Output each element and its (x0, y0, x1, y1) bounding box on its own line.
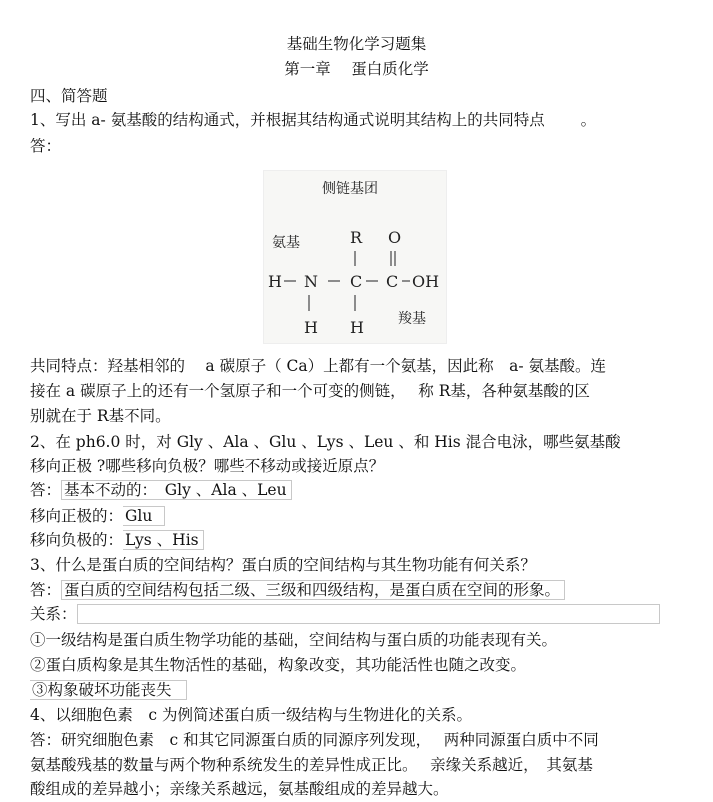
q2-answer-label: 答： (30, 481, 62, 499)
diagram-r-label: R (350, 228, 363, 247)
q3-item-3 (30, 680, 187, 700)
q1-feature-line-3: 别就在于 R基不同。 (30, 407, 171, 425)
q3-answer-row (30, 580, 565, 600)
q2-negative-row (30, 530, 204, 550)
q3-answer-text: 蛋白质的空间结构包括二级、三级和四级结构，是蛋白质在空间的形象。 (61, 580, 565, 600)
diagram-carboxyl-label: 羧基 (398, 311, 426, 327)
q1-answer-label: 答： (30, 137, 62, 155)
q2-positive-text: Glu (123, 506, 165, 526)
q2-answer-row (30, 480, 292, 500)
q3-relation-box (77, 604, 660, 624)
q4-answer-line-3: 酸组成的差异越小；亲缘关系越远，氨基酸组成的差异越大。 (30, 780, 449, 798)
q3-answer-label: 答： (30, 581, 62, 599)
diagram-amino-label: 氨基 (272, 235, 300, 251)
doc-title: 基础生物化学习题集 (286, 35, 427, 53)
diagram-n: N (304, 272, 318, 291)
q1-feature-line-1: 共同特点：羟基相邻的 a 碳原子（ Ca）上都有一个氨基，因此称 a- 氨基酸。连 (30, 357, 607, 375)
section-heading: 四、简答题 (30, 87, 108, 105)
amino-acid-structure-diagram (263, 170, 447, 344)
q3-relation-row (30, 604, 660, 624)
chapter-title: 第一章 蛋白质化学 (284, 60, 429, 78)
q3-item-2: ②蛋白质构象是其生物活性的基础，构象改变，其功能活性也随之改变。 (30, 656, 527, 674)
diagram-h-left: H (268, 272, 282, 291)
diagram-h-bottom-c: H (350, 318, 364, 337)
diagram-side-chain-label: 侧链基团 (322, 181, 378, 197)
q4-answer-line-1: 答：研究细胞色素 c 和其它同源蛋白质的同源序列发现， 两种同源蛋白质中不同 (30, 731, 599, 749)
q4-answer-line-2: 氨基酸残基的数量与两个物种系统发生的差异性成正比。 亲缘关系越近， 其氨基 (30, 756, 593, 774)
q2-question-line-2: 移向正极 ?哪些移向负极？哪些不移动或接近原点？ (30, 457, 385, 475)
diagram-h-bottom-n: H (304, 318, 318, 337)
q2-positive-row (30, 506, 165, 526)
diagram-c-alpha: C (350, 272, 363, 291)
q2-answer-text: 基本不动的： Gly 、Ala 、Leu (61, 480, 292, 500)
q1-question: 1、写出 a- 氨基酸的结构通式，并根据其结构通式说明其结构上的共同特点 。 (30, 111, 597, 129)
q3-question: 3、什么是蛋白质的空间结构？蛋白质的空间结构与其生物功能有何关系？ (30, 556, 536, 574)
q2-question-line-1: 2、在 ph6.0 时，对 Gly 、Ala 、Glu 、Lys 、Leu 、和 His 混合电泳，哪些氨基酸 (30, 433, 621, 451)
q4-question: 4、以细胞色素 c 为例简述蛋白质一级结构与生物进化的关系。 (30, 706, 472, 724)
diagram-c-carboxyl: C (386, 272, 399, 291)
diagram-oh: OH (412, 272, 440, 291)
q3-item-1: ①一级结构是蛋白质生物学功能的基础，空间结构与蛋白质的功能表现有关。 (30, 631, 558, 649)
q2-positive-label: 移向正极的： (30, 507, 124, 525)
q3-item-3-text: ③构象破坏功能丧失 (30, 680, 187, 700)
q2-negative-text: Lys 、His (123, 530, 204, 550)
q1-feature-line-2: 接在 a 碳原子上的还有一个氢原子和一个可变的侧链， 称 R基，各种氨基酸的区 (30, 382, 590, 400)
diagram-o-label: O (388, 228, 402, 247)
q3-relation-label: 关系： (30, 605, 77, 623)
q2-negative-label: 移向负极的： (30, 531, 124, 549)
